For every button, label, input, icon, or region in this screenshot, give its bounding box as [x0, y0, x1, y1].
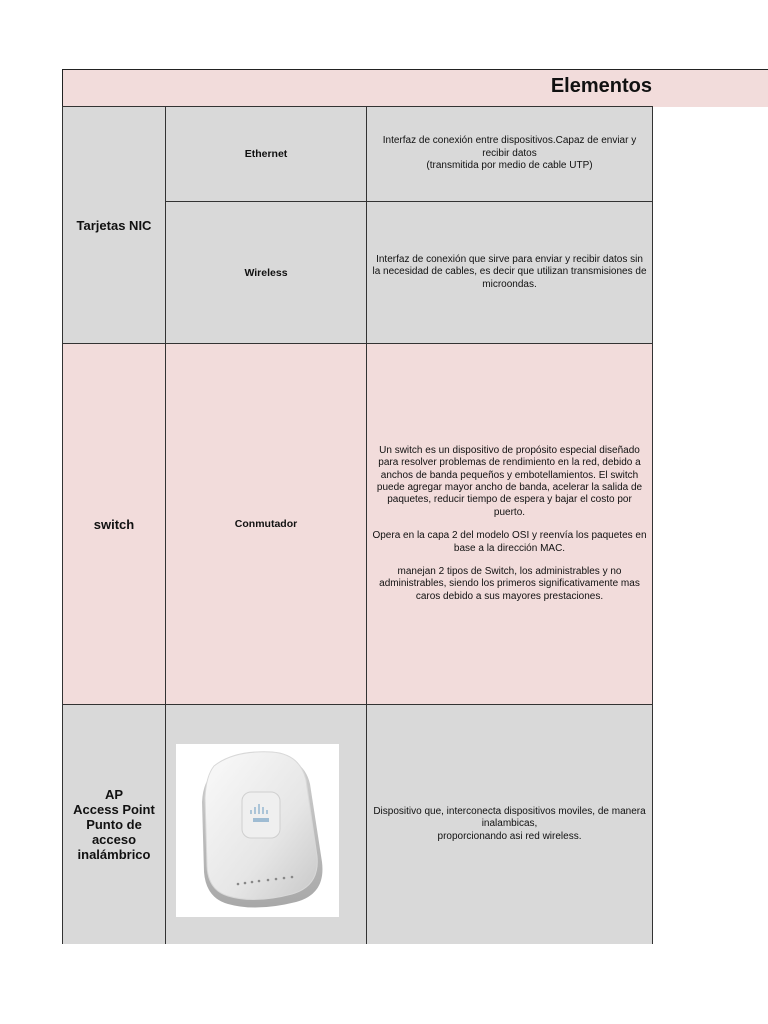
- subtype-cell-ethernet: [165, 106, 367, 202]
- table-title-bar: [62, 69, 768, 107]
- description-text-ap: Dispositivo que, interconecta dispositivos moviles, de manera inalambicas, proporcionando asi red wireless.: [373, 805, 646, 842]
- description-text-switch: [371, 445, 648, 603]
- subtype-label-ethernet: Ethernet: [244, 148, 288, 160]
- switch-paragraph-2: Opera en la capa 2 del modelo OSI y reenvía los paquetes en base a la dirección MAC.: [372, 530, 647, 554]
- description-text-ethernet: Interfaz de conexión entre dispositivos.Capaz de enviar y recibir datos (transmitida por medio de cable UTP): [382, 135, 637, 172]
- subtype-cell-wireless: [165, 201, 367, 344]
- description-cell-ethernet: [366, 106, 653, 202]
- category-label-nic: Tarjetas NIC: [76, 217, 152, 233]
- description-cell-switch: [366, 343, 653, 705]
- access-point-icon: [176, 744, 339, 917]
- category-label-ap: AP Access Point Punto de acceso inalámbrico: [73, 787, 155, 862]
- description-cell-ap: [366, 704, 653, 944]
- category-label-switch: switch: [93, 516, 135, 532]
- subtype-cell-conmutador: [165, 343, 367, 705]
- table-title: Elementos: [550, 75, 652, 97]
- category-cell-nic: [62, 106, 166, 344]
- category-cell-switch: [62, 343, 166, 705]
- description-text-wireless: Interfaz de conexión que sirve para enviar y recibir datos sin la necesidad de cables, es decir que utilizan transmisiones de microondas.: [372, 253, 647, 290]
- category-cell-ap: [62, 704, 166, 944]
- subtype-label-conmutador: Conmutador: [234, 518, 298, 530]
- switch-paragraph-1: Un switch es un dispositivo de propósito especial diseñado para resolver problemas de rendimiento en la red, debido a anchos de banda pequeños y embotellamientos. El switch puede agregar mayor ancho de banda, acelerar la salida de paquetes, reducir tiempo de espera y bajar el costo por puerto.: [376, 444, 643, 518]
- switch-paragraph-3: manejan 2 tipos de Switch, los administrables y no administrables, siendo los primeros significativamente mas caros debido a sus mayores prestaciones.: [379, 566, 640, 602]
- description-cell-wireless: [366, 201, 653, 344]
- access-point-image: [176, 744, 339, 917]
- subtype-label-wireless: Wireless: [244, 266, 288, 279]
